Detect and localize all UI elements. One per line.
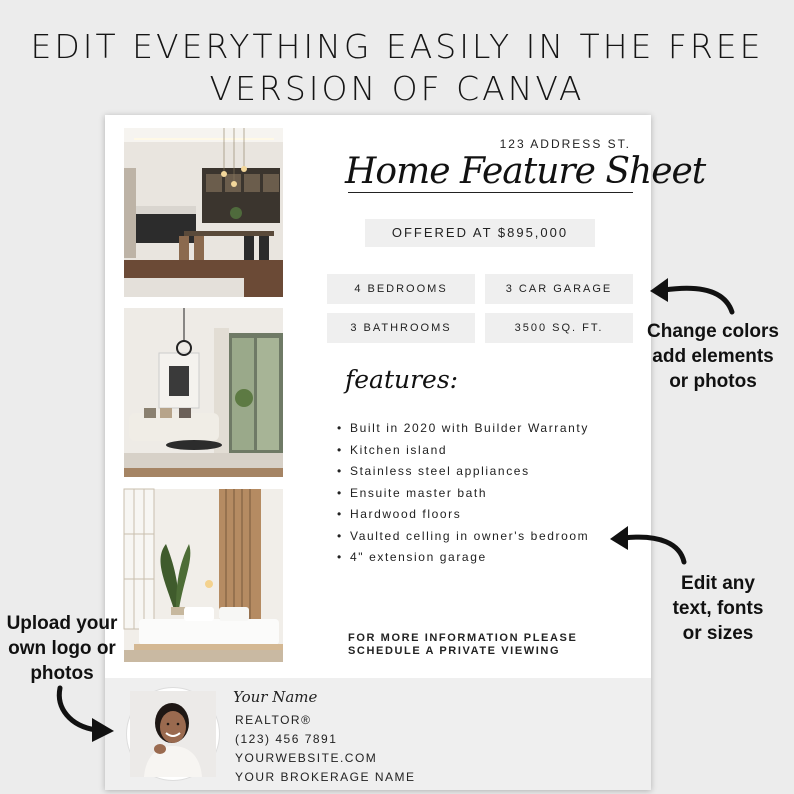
agent-name: Your Name	[233, 688, 318, 706]
note-line: or photos	[669, 371, 757, 392]
title-underline	[348, 192, 633, 193]
note-line: add elements	[652, 346, 774, 367]
note-line: or sizes	[682, 623, 754, 644]
features-heading: features:	[345, 365, 459, 394]
bedroom-photo	[124, 489, 283, 662]
arrow-left-icon	[606, 516, 690, 566]
agent-phone: (123) 456 7891	[235, 732, 338, 746]
headline-line-1: EDIT EVERYTHING EASILY IN THE FREE	[30, 27, 764, 66]
price-badge: OFFERED AT $895,000	[365, 219, 595, 247]
note-change-colors	[638, 319, 788, 394]
agent-brokerage: YOUR BROKERAGE NAME	[235, 770, 416, 784]
feature-item: • Kitchen island	[334, 440, 634, 462]
note-line: Edit any	[681, 573, 755, 594]
note-line: Change colors	[647, 321, 779, 342]
agent-photo	[130, 691, 216, 777]
sheet-title: Home Feature Sheet	[345, 151, 706, 192]
feature-item: • Hardwood floors	[334, 504, 634, 526]
headline	[0, 26, 794, 110]
note-upload-logo	[2, 611, 122, 686]
note-line: own logo or	[8, 638, 116, 659]
feature-item: • 4" extension garage	[334, 547, 634, 569]
feature-item: • Built in 2020 with Builder Warranty	[334, 418, 634, 440]
agent-contact	[235, 711, 416, 787]
more-info-text	[348, 632, 638, 658]
more-info-line-1: FOR MORE INFORMATION PLEASE	[348, 632, 578, 644]
avatar	[127, 688, 219, 780]
arrow-right-icon	[52, 684, 118, 744]
stat-square-feet: 3500 SQ. FT.	[485, 313, 633, 343]
feature-item: • Ensuite master bath	[334, 483, 634, 505]
kitchen-photo	[124, 128, 283, 297]
note-line: Upload your	[6, 613, 118, 634]
stat-bedrooms: 4 BEDROOMS	[327, 274, 475, 304]
note-edit-text	[648, 571, 788, 646]
agent-role: REALTOR®	[235, 713, 312, 727]
stat-garage: 3 CAR GARAGE	[485, 274, 633, 304]
arrow-left-icon	[646, 272, 738, 316]
feature-sheet	[105, 115, 706, 790]
agent-website: YOURWEBSITE.COM	[235, 751, 378, 765]
more-info-line-2: SCHEDULE A PRIVATE VIEWING	[348, 645, 561, 657]
features-list	[334, 418, 634, 569]
feature-item: • Vaulted celling in owner's bedroom	[334, 526, 634, 548]
living-room-photo	[124, 308, 283, 477]
agent-footer	[105, 678, 651, 790]
stat-bathrooms: 3 BATHROOMS	[327, 313, 475, 343]
property-address: 123 ADDRESS ST.	[499, 137, 631, 151]
headline-line-2: VERSION OF CANVA	[209, 69, 585, 108]
note-line: text, fonts	[672, 598, 764, 619]
feature-item: • Stainless steel appliances	[334, 461, 634, 483]
note-line: photos	[30, 663, 94, 684]
